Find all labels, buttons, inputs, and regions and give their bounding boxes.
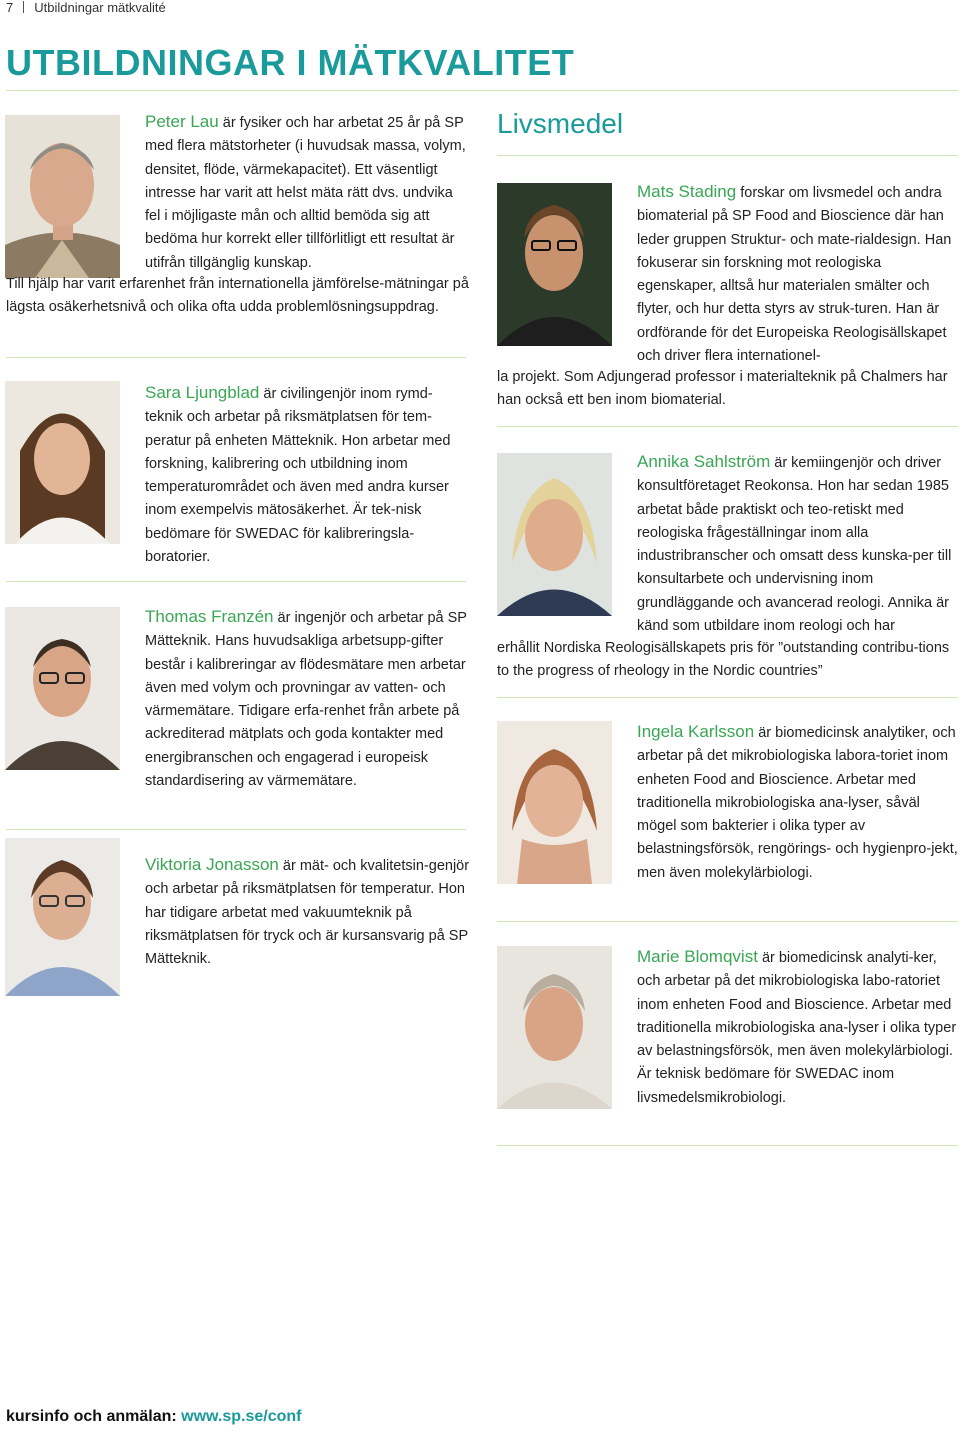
bio-viktoria-jonasson xyxy=(145,853,470,971)
person-name: Annika Sahlström xyxy=(637,452,771,471)
photo-thomas-franzen xyxy=(5,607,120,770)
bio-mats-stading xyxy=(637,180,959,368)
bio-text: är civilingenjör inom rymd-teknik och arbetar på riksmätplatsen för tem-peratur på enheten Mätteknik. Hon arbetar med forskning, kalibrering och utbildning inom temperaturområdet och även med andra kurser inom exempelvis mätosäkerhet. Är tek-nisk bedömare för SWEDAC för kalibreringsla-boratorier. xyxy=(145,386,451,566)
bio-text: forskar om livsmedel och andra biomaterial på SP Food and Bioscience där han leder gruppen Struktur- och mate-rialdesign. Han fokuserar sin forskning mot reologiska egenskaper, alltså hur materialen smälter och flyter, och hur detta styrs av struk-turen. Han är ordförande för det Europeiska Reologisällskapet och driver flera internationel- xyxy=(637,185,952,365)
photo-annika-sahlstrom xyxy=(497,453,612,616)
header-divider xyxy=(23,1,24,13)
section-rule xyxy=(497,155,958,156)
section-title-livsmedel: Livsmedel xyxy=(497,108,624,139)
bio-peter-lau-continued: Till hjälp har varit erfarenhet från internationella jämförelse-mätningar på lägsta osäkerhetsnivå och olika ofta udda problemlösningsuppdrag. xyxy=(6,276,469,316)
title-rule xyxy=(6,90,958,91)
footer xyxy=(6,1408,301,1432)
person-name: Sara Ljungblad xyxy=(145,383,260,402)
divider xyxy=(497,1145,958,1146)
divider xyxy=(497,426,958,427)
bio-marie-blomqvist xyxy=(637,945,959,1110)
photo-peter-lau xyxy=(5,115,120,278)
bio-mats-stading-continued: la projekt. Som Adjungerad professor i materialteknik på Chalmers har han också ett ben inom biomaterial. xyxy=(497,369,948,409)
person-name: Marie Blomqvist xyxy=(637,947,758,966)
photo-marie-blomqvist xyxy=(497,946,612,1109)
bio-annika-sahlstrom-continued: erhållit Nordiska Reologisällskapets pris för ”outstanding contribu-tions to the progress of rheology in the Nordic countries” xyxy=(497,640,950,680)
person-name: Thomas Franzén xyxy=(145,607,274,626)
bio-text: är mät- och kvalitetsin-genjör och arbetar på riksmätplatsen för temperatur. Hon har tidigare arbetat med vakuumteknik på riksmätplatsen för tryck och är kursansvarig på SP Mätteknik. xyxy=(145,858,470,968)
person-name: Peter Lau xyxy=(145,112,219,131)
person-name: Ingela Karlsson xyxy=(637,722,755,741)
photo-ingela-karlsson xyxy=(497,721,612,884)
footer-link[interactable]: www.sp.se/conf xyxy=(181,1408,302,1425)
photo-viktoria-jonasson xyxy=(5,838,120,996)
page-number: 7 xyxy=(6,0,14,15)
divider xyxy=(497,697,958,698)
running-title: Utbildningar mätkvalité xyxy=(34,0,166,15)
footer-label: kursinfo och anmälan: xyxy=(6,1408,182,1425)
divider xyxy=(6,581,466,582)
running-header xyxy=(6,0,166,16)
bio-text: är biomedicinsk analytiker, och arbetar på det mikrobiologiska labora-toriet inom enheten Food and Bioscience. Arbetar med traditionella mikrobiologiska ana-lyser, såväl mögel som bakterier i olika typer av belastningsförsök, rengörings- och hygienpro-jekt, men även molekylärbiologi. xyxy=(637,725,958,881)
divider xyxy=(497,921,958,922)
page-title: UTBILDNINGAR I MÄTKVALITET xyxy=(6,42,575,83)
bio-text: är kemiingenjör och driver konsultföretaget Reokonsa. Hon har sedan 1985 arbetat både praktiskt och teo-retiskt med reologiska frågeställningar inom alla industribranscher och omsatt dess kunska-per till konsultarbete och undervisning inom grundläggande och avancerad reologi. Annika är känd som utbildare inom reologi och har xyxy=(637,455,952,635)
person-name: Viktoria Jonasson xyxy=(145,855,279,874)
bio-text: är fysiker och har arbetat 25 år på SP med flera mätstorheter (i huvudsak massa, volym, densitet, flöde, värmekapacitet). Ett väsentligt intresse har varit att helst mäta rätt dvs. undvika fel i möjligaste mån och alltid bemöda sig att bedöma hur korrekt eller tillförlitligt ett resultat är utifrån tillgänglig kunskap. xyxy=(145,115,466,271)
bio-thomas-franzen xyxy=(145,605,470,793)
bio-text: är ingenjör och arbetar på SP Mätteknik. Hans huvudsakliga arbetsupp-gifter består i kalibreringar av flödesmätare men arbetar även med volym och provningar av vatten- och värmemätare. Tidigare erfa-renhet från arbete på ackrediterad mätplats och goda kontakter med energibranschen och engagerad i europeisk standardisering av värmemätare. xyxy=(145,610,467,790)
bio-peter-lau xyxy=(145,110,470,275)
bio-text: är biomedicinsk analyti-ker, och arbetar på det mikrobiologiska labo-ratoriet inom enheten Food and Bioscience. Arbetar med traditionella mikrobiologiska ana-lyser i olika typer av belastningsförsök, men även molekylärbiologi. Är teknisk bedömare för SWEDAC inom livsmedelsmikrobiologi. xyxy=(637,950,957,1106)
divider xyxy=(6,357,466,358)
bio-ingela-karlsson xyxy=(637,720,959,885)
bio-annika-sahlstrom xyxy=(637,450,959,638)
bio-sara-ljungblad xyxy=(145,381,470,569)
person-name: Mats Stading xyxy=(637,182,737,201)
divider xyxy=(6,829,466,830)
photo-sara-ljungblad xyxy=(5,381,120,544)
photo-mats-stading xyxy=(497,183,612,346)
